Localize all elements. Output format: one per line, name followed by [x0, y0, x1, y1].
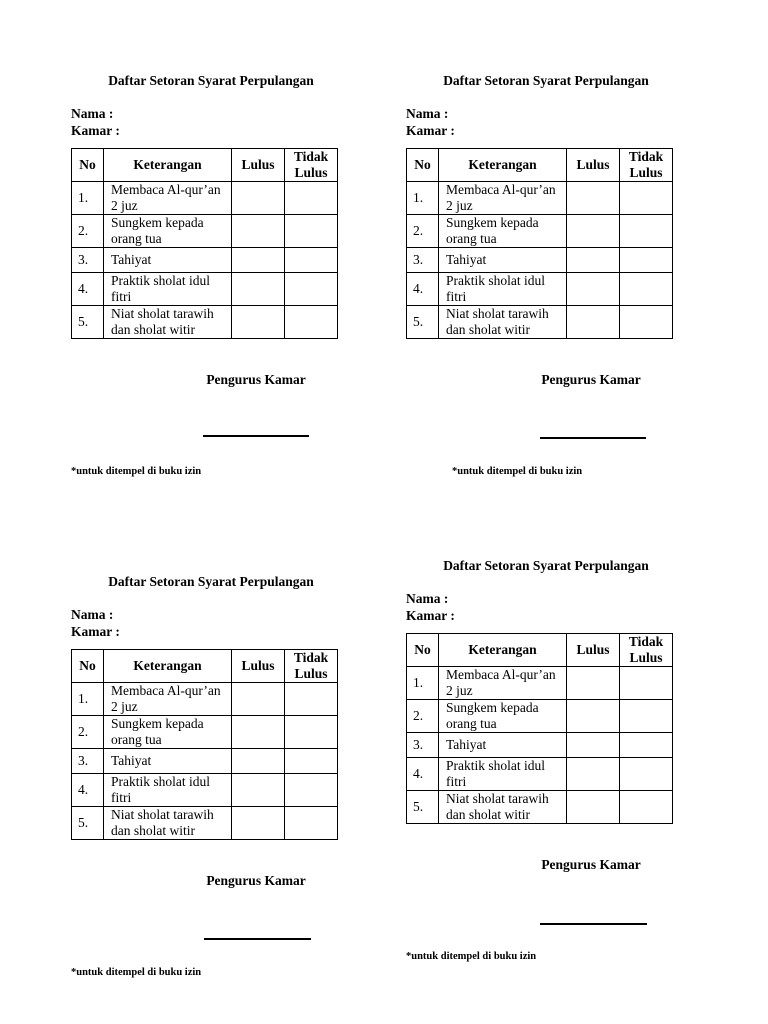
lulus-cell[interactable]: [567, 306, 620, 339]
header-tidak-lulus: [620, 149, 673, 182]
table-row: [72, 749, 338, 774]
lulus-cell[interactable]: [567, 700, 620, 733]
row-number: 2.: [72, 716, 104, 749]
form-title: Daftar Setoran Syarat Perpulangan: [443, 558, 649, 573]
table-header-row: [407, 634, 673, 667]
row-keterangan: [439, 273, 567, 306]
row-number: 4.: [407, 273, 439, 306]
signature-line: [540, 437, 646, 439]
header-lulus: Lulus: [567, 149, 620, 182]
kamar-label: Kamar :: [71, 123, 120, 138]
tidak-lulus-cell[interactable]: [285, 774, 338, 807]
lulus-cell[interactable]: [567, 248, 620, 273]
header-tidak-lulus-line1: Tidak: [293, 149, 329, 164]
form-title: Daftar Setoran Syarat Perpulangan: [108, 73, 314, 88]
header-lulus: Lulus: [232, 650, 285, 683]
row-keterangan-line1: Membaca Al-qur’an: [111, 182, 221, 197]
table-row: [407, 700, 673, 733]
lulus-cell[interactable]: [567, 791, 620, 824]
table-row: [407, 733, 673, 758]
row-keterangan-line1: Sungkem kepada: [446, 215, 539, 230]
lulus-cell[interactable]: [232, 749, 285, 774]
tidak-lulus-cell[interactable]: [285, 306, 338, 339]
row-keterangan-line2: 2 juz: [446, 683, 473, 698]
lulus-cell[interactable]: [232, 306, 285, 339]
table-row: [72, 215, 338, 248]
row-number: 5.: [72, 306, 104, 339]
row-number: 3.: [72, 248, 104, 273]
row-keterangan-line1: Praktik sholat idul: [111, 774, 210, 789]
table-row: [407, 215, 673, 248]
row-number: 1.: [72, 182, 104, 215]
row-keterangan-line1: Niat sholat tarawih: [111, 306, 214, 321]
row-keterangan: [439, 215, 567, 248]
row-keterangan: [439, 182, 567, 215]
tidak-lulus-cell[interactable]: [620, 791, 673, 824]
table-header-row: [407, 149, 673, 182]
table-row: [407, 791, 673, 824]
row-keterangan-line1: Membaca Al-qur’an: [446, 667, 556, 682]
table-row: [72, 807, 338, 840]
header-keterangan: Keterangan: [439, 634, 567, 667]
row-number: 1.: [407, 182, 439, 215]
lulus-cell[interactable]: [232, 716, 285, 749]
tidak-lulus-cell[interactable]: [285, 248, 338, 273]
tidak-lulus-cell[interactable]: [620, 182, 673, 215]
row-keterangan: [104, 182, 232, 215]
kamar-label: Kamar :: [71, 624, 120, 639]
signature-line: [204, 938, 311, 940]
tidak-lulus-cell[interactable]: [285, 716, 338, 749]
lulus-cell[interactable]: [232, 807, 285, 840]
row-keterangan-line2: dan sholat witir: [111, 823, 195, 838]
row-number: 5.: [407, 791, 439, 824]
lulus-cell[interactable]: [232, 273, 285, 306]
header-tidak-lulus-line1: Tidak: [628, 149, 664, 164]
lulus-cell[interactable]: [232, 683, 285, 716]
row-number: 2.: [72, 215, 104, 248]
table-row: [72, 683, 338, 716]
row-number: 4.: [72, 273, 104, 306]
row-keterangan: Tahiyat: [439, 248, 567, 273]
tidak-lulus-cell[interactable]: [620, 758, 673, 791]
footnote: *untuk ditempel di buku izin: [71, 967, 202, 978]
row-keterangan-line2: orang tua: [446, 231, 497, 246]
kamar-label: Kamar :: [406, 123, 455, 138]
row-number: 4.: [407, 758, 439, 791]
row-keterangan: [104, 807, 232, 840]
table-row: [72, 273, 338, 306]
header-tidak-lulus: [285, 650, 338, 683]
signatory-label: Pengurus Kamar: [206, 873, 306, 888]
row-number: 5.: [72, 807, 104, 840]
tidak-lulus-cell[interactable]: [620, 215, 673, 248]
tidak-lulus-cell[interactable]: [285, 215, 338, 248]
row-number: 1.: [407, 667, 439, 700]
row-keterangan: [104, 215, 232, 248]
row-keterangan: [104, 273, 232, 306]
row-number: 1.: [72, 683, 104, 716]
footnote: *untuk ditempel di buku izin: [452, 466, 583, 477]
row-keterangan-line2: fitri: [111, 790, 132, 805]
requirements-table: [71, 649, 338, 840]
row-keterangan: Tahiyat: [439, 733, 567, 758]
lulus-cell[interactable]: [567, 667, 620, 700]
row-keterangan-line2: 2 juz: [446, 198, 473, 213]
row-keterangan-line2: fitri: [446, 774, 467, 789]
row-keterangan: [104, 306, 232, 339]
tidak-lulus-cell[interactable]: [285, 182, 338, 215]
lulus-cell[interactable]: [567, 215, 620, 248]
lulus-cell[interactable]: [567, 758, 620, 791]
header-tidak-lulus-line2: Lulus: [629, 165, 663, 180]
row-keterangan-line2: 2 juz: [111, 198, 138, 213]
header-tidak-lulus-line1: Tidak: [293, 650, 329, 665]
table-row: [72, 716, 338, 749]
lulus-cell[interactable]: [567, 273, 620, 306]
tidak-lulus-cell[interactable]: [285, 807, 338, 840]
header-lulus: Lulus: [567, 634, 620, 667]
header-no: No: [72, 650, 104, 683]
row-number: 5.: [407, 306, 439, 339]
row-number: 4.: [72, 774, 104, 807]
row-number: 3.: [72, 749, 104, 774]
row-keterangan: [439, 791, 567, 824]
form-title: Daftar Setoran Syarat Perpulangan: [108, 574, 314, 589]
table-row: [72, 182, 338, 215]
row-keterangan-line1: Niat sholat tarawih: [446, 306, 549, 321]
row-keterangan-line1: Membaca Al-qur’an: [446, 182, 556, 197]
requirements-table: [71, 148, 338, 339]
row-keterangan-line2: fitri: [446, 289, 467, 304]
table-row: [407, 667, 673, 700]
lulus-cell[interactable]: [232, 248, 285, 273]
row-number: 3.: [407, 248, 439, 273]
table-row: [407, 248, 673, 273]
row-keterangan-line1: Niat sholat tarawih: [446, 791, 549, 806]
row-keterangan: [104, 774, 232, 807]
table-row: [407, 182, 673, 215]
signatory-label: Pengurus Kamar: [541, 857, 641, 872]
requirements-table: [406, 148, 673, 339]
row-number: 3.: [407, 733, 439, 758]
header-lulus: Lulus: [232, 149, 285, 182]
row-keterangan-line2: dan sholat witir: [446, 807, 530, 822]
row-keterangan: [104, 683, 232, 716]
header-tidak-lulus-line2: Lulus: [294, 666, 328, 681]
form-title: Daftar Setoran Syarat Perpulangan: [443, 73, 649, 88]
table-row: [407, 273, 673, 306]
row-keterangan: Tahiyat: [104, 749, 232, 774]
header-tidak-lulus-line1: Tidak: [628, 634, 664, 649]
header-tidak-lulus-line2: Lulus: [294, 165, 328, 180]
row-keterangan-line1: Membaca Al-qur’an: [111, 683, 221, 698]
row-keterangan-line2: orang tua: [111, 231, 162, 246]
lulus-cell[interactable]: [232, 215, 285, 248]
row-keterangan: Tahiyat: [104, 248, 232, 273]
row-keterangan-line1: Praktik sholat idul: [446, 758, 545, 773]
row-keterangan-line2: orang tua: [111, 732, 162, 747]
row-keterangan: [439, 306, 567, 339]
header-no: No: [407, 149, 439, 182]
table-row: [72, 774, 338, 807]
header-tidak-lulus: [620, 634, 673, 667]
nama-label: Nama :: [71, 106, 114, 121]
row-keterangan: [104, 716, 232, 749]
row-keterangan-line2: orang tua: [446, 716, 497, 731]
tidak-lulus-cell[interactable]: [285, 683, 338, 716]
row-keterangan: [439, 700, 567, 733]
tidak-lulus-cell[interactable]: [285, 749, 338, 774]
tidak-lulus-cell[interactable]: [620, 667, 673, 700]
table-header-row: [72, 149, 338, 182]
table-row: [72, 248, 338, 273]
tidak-lulus-cell[interactable]: [620, 733, 673, 758]
tidak-lulus-cell[interactable]: [285, 273, 338, 306]
tidak-lulus-cell[interactable]: [620, 306, 673, 339]
row-number: 2.: [407, 700, 439, 733]
header-tidak-lulus-line2: Lulus: [629, 650, 663, 665]
row-keterangan-line2: fitri: [111, 289, 132, 304]
table-header-row: [72, 650, 338, 683]
table-row: [72, 306, 338, 339]
signature-line: [203, 435, 309, 437]
tidak-lulus-cell[interactable]: [620, 248, 673, 273]
footnote: *untuk ditempel di buku izin: [71, 466, 202, 477]
header-no: No: [72, 149, 104, 182]
nama-label: Nama :: [406, 106, 449, 121]
row-keterangan-line2: 2 juz: [111, 699, 138, 714]
header-keterangan: Keterangan: [104, 149, 232, 182]
row-keterangan-line1: Sungkem kepada: [111, 215, 204, 230]
lulus-cell[interactable]: [232, 774, 285, 807]
row-keterangan-line1: Sungkem kepada: [446, 700, 539, 715]
row-keterangan-line1: Niat sholat tarawih: [111, 807, 214, 822]
requirements-table: [406, 633, 673, 824]
signatory-label: Pengurus Kamar: [206, 372, 306, 387]
row-keterangan: [439, 667, 567, 700]
lulus-cell[interactable]: [567, 733, 620, 758]
signatory-label: Pengurus Kamar: [541, 372, 641, 387]
row-keterangan-line2: dan sholat witir: [446, 322, 530, 337]
nama-label: Nama :: [406, 591, 449, 606]
table-row: [407, 758, 673, 791]
row-keterangan-line2: dan sholat witir: [111, 322, 195, 337]
row-keterangan-line1: Sungkem kepada: [111, 716, 204, 731]
row-keterangan-line1: Praktik sholat idul: [446, 273, 545, 288]
row-keterangan-line1: Praktik sholat idul: [111, 273, 210, 288]
nama-label: Nama :: [71, 607, 114, 622]
table-row: [407, 306, 673, 339]
header-tidak-lulus: [285, 149, 338, 182]
lulus-cell[interactable]: [567, 182, 620, 215]
header-keterangan: Keterangan: [439, 149, 567, 182]
signature-line: [540, 923, 647, 925]
header-keterangan: Keterangan: [104, 650, 232, 683]
header-no: No: [407, 634, 439, 667]
footnote: *untuk ditempel di buku izin: [406, 951, 537, 962]
lulus-cell[interactable]: [232, 182, 285, 215]
tidak-lulus-cell[interactable]: [620, 700, 673, 733]
row-keterangan: [439, 758, 567, 791]
row-number: 2.: [407, 215, 439, 248]
kamar-label: Kamar :: [406, 608, 455, 623]
tidak-lulus-cell[interactable]: [620, 273, 673, 306]
